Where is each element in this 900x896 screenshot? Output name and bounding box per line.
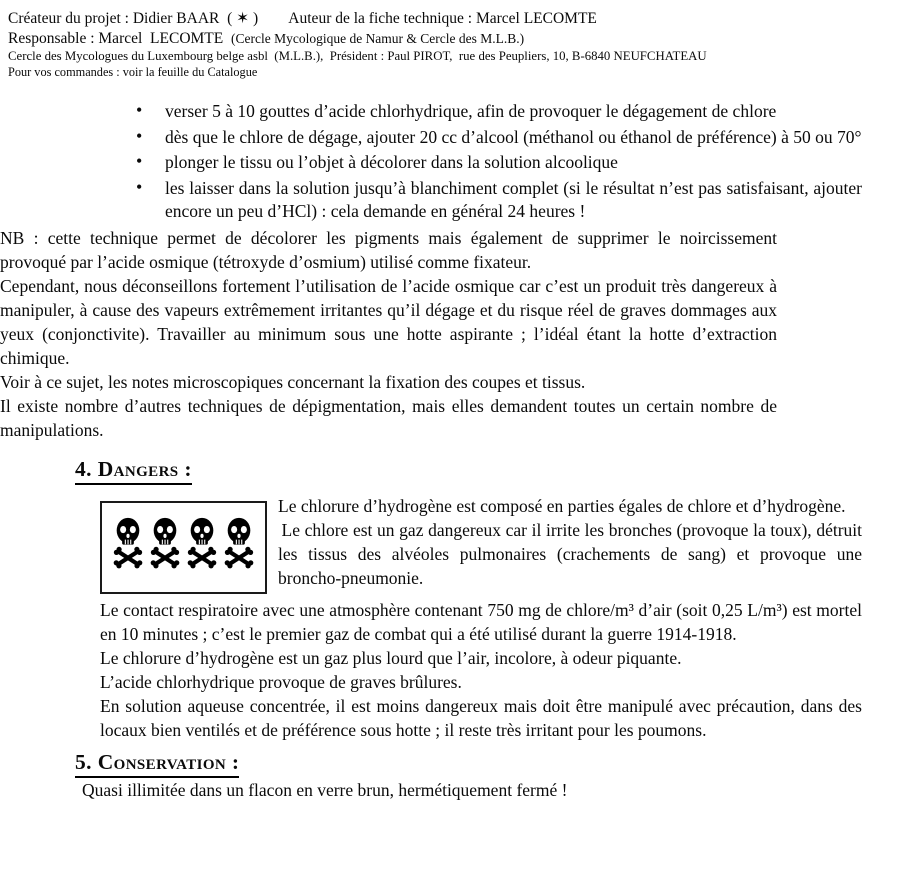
header-credits-line: Créateur du projet : Didier BAAR ( ✶ ) Auteur de la fiche technique : Marcel LECOMTE — [8, 10, 597, 27]
dangers-solution-paragraph: En solution aqueuse concentrée, il est moins dangereux mais doit être manipulé avec précaution, dans des locaux bien ventilés et de préférence sous hotte ; il reste très irritant pour les poumons. — [100, 695, 862, 740]
skull-crossbones-icon — [222, 517, 256, 569]
voir-paragraph: Voir à ce sujet, les notes microscopiques concernant la fixation des coupes et tissus. — [0, 371, 586, 392]
dangers-chlore-paragraph: Le chlore est un gaz dangereux car il irrite les bronches (provoque la toux), détruit les tissus des alvéoles pulmonaires (crachements de sang) et provoque une broncho-pneumonie. — [278, 519, 862, 588]
responsable-circle-text: (Cercle Mycologique de Namur & Cercle des M.L.B.) — [230, 31, 525, 46]
skull-crossbones-icon — [111, 517, 145, 569]
autres-techniques-paragraph: Il existe nombre d’autres techniques de dépigmentation, mais elles demandent toutes un certain nombre de manipulations. — [0, 395, 777, 440]
bullet-item: • dès que le chlore de dégage, ajouter 20 cc d’alcool (méthanol ou éthanol de préférence) à 50 ou 70° — [165, 126, 862, 150]
skull-crossbones-icon — [185, 517, 219, 569]
procedure-bullet-list — [0, 100, 862, 224]
header-commandes-line: Pour vos commandes : voir la feuille du Catalogue — [8, 64, 258, 79]
bullet-item: • verser 5 à 10 gouttes d’acide chlorhydrique, afin de provoquer le dégagement de chlore — [165, 100, 862, 124]
bullet-item: • les laisser dans la solution jusqu’à blanchiment complet (si le résultat n’est pas satisfaisant, ajouter encore un peu d’HCl) : cela demande en général 24 heures ! — [165, 177, 862, 224]
cependant-paragraph: Cependant, nous déconseillons fortement l’utilisation de l’acide osmique car c’est un produit très dangereux à manipuler, à cause des vapeurs extrêmement irritantes qu’il dégage et du risque réel de graves dommages aux yeux (conjonctivite). Travailler au minimum sous une hotte aspirante ; l’idéal étant la hotte d’extraction chimique. — [0, 275, 777, 368]
nb-paragraph: NB : cette technique permet de décolorer les pigments mais également de supprimer le noircissement provoqué par l’acide osmique (tétroxyde d’osmium) utilisé comme fixateur. — [0, 227, 777, 272]
dangers-lourd-paragraph: Le chlorure d’hydrogène est un gaz plus lourd que l’air, incolore, à odeur piquante. — [100, 647, 682, 668]
skull-crossbones-icon — [148, 517, 182, 569]
toxicity-warning-box — [100, 501, 267, 594]
section-heading-dangers — [75, 456, 900, 485]
dangers-block — [100, 494, 862, 742]
dangers-heading-text: 4. Dangers : — [75, 456, 192, 485]
conservation-heading-text: 5. Conservation : — [75, 749, 239, 778]
dangers-composition-paragraph: Le chlorure d’hydrogène est composé en parties égales de chlore et d’hydrogène. — [278, 495, 846, 516]
document-header — [8, 9, 888, 80]
document-body — [0, 100, 900, 802]
section-heading-conservation — [75, 749, 900, 778]
header-responsable-line — [8, 29, 888, 49]
responsable-text: Responsable : Marcel LECOMTE — [8, 30, 231, 47]
header-cercle-line: Cercle des Mycologues du Luxembourg belge asbl (M.L.B.), Président : Paul PIROT, rue des Peupliers, 10, B-6840 NEUFCHATEAU — [8, 49, 707, 63]
dangers-contact-paragraph: Le contact respiratoire avec une atmosphère contenant 750 mg de chlore/m³ d’air (soit 0,25 L/m³) est mortel en 10 minutes ; c’est le premier gaz de combat qui a été utilisé durant la guerre 1914-1918. — [100, 599, 862, 644]
bullet-item: • plonger le tissu ou l’objet à décolorer dans la solution alcoolique — [165, 151, 862, 175]
dangers-brulures-paragraph: L’acide chlorhydrique provoque de graves brûlures. — [100, 671, 462, 692]
conservation-paragraph: Quasi illimitée dans un flacon en verre brun, hermétiquement fermé ! — [82, 779, 568, 800]
